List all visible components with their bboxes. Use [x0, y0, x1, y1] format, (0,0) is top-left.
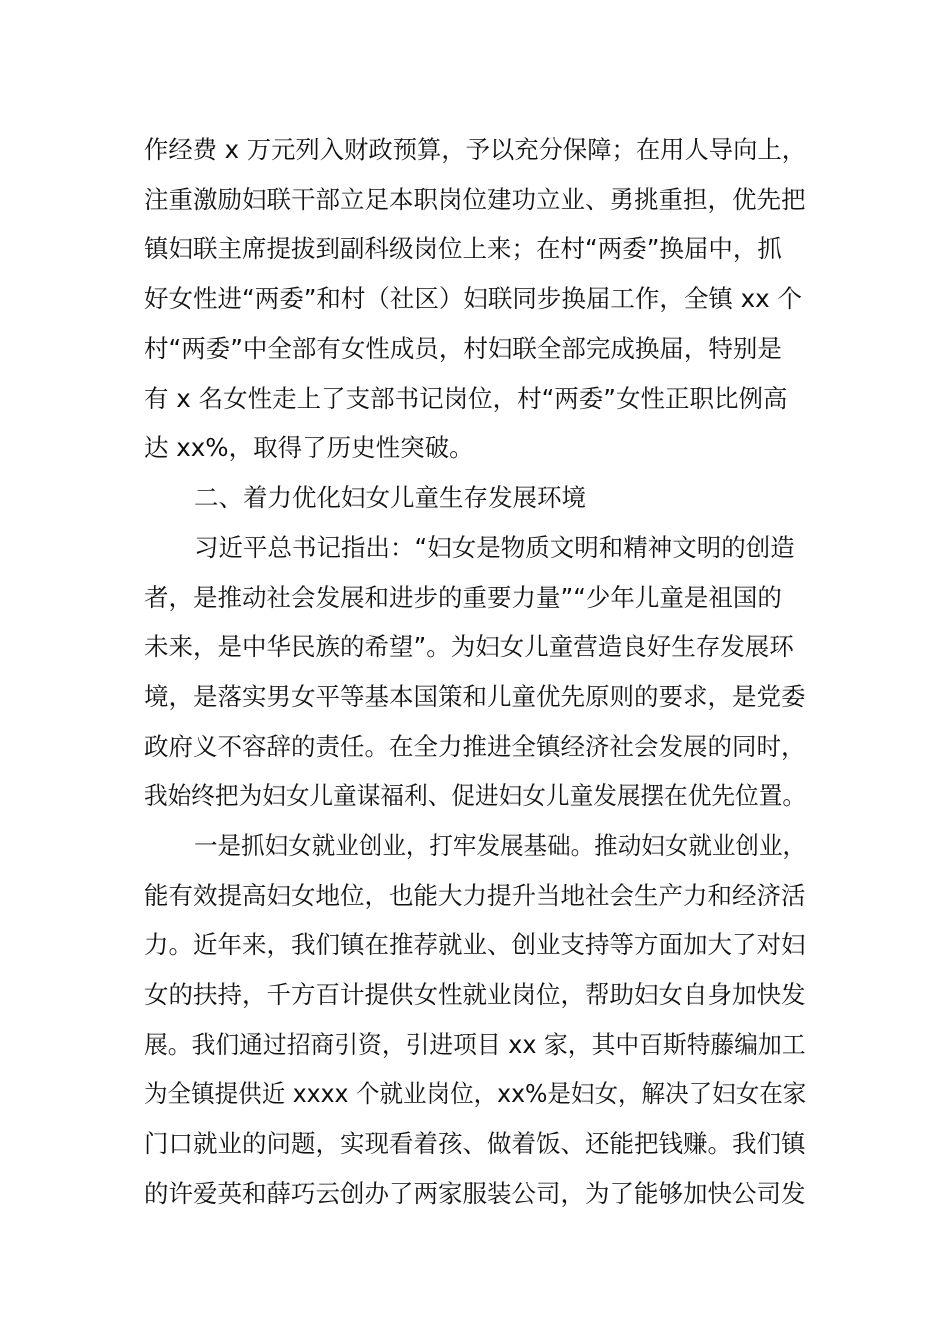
text-line: 注重激励妇联干部立足本职岗位建功立业、勇挑重担，优先把 [144, 185, 806, 214]
text-line: 力。近年来，我们镇在推荐就业、创业支持等方面加大了对妇 [144, 930, 806, 959]
text-line: 为全镇提供近 xxxx 个就业岗位，xx%是妇女，解决了妇女在家 [144, 1079, 807, 1108]
text-line: 有 x 名女性走上了支部书记岗位，村“两委”女性正职比例高 [144, 384, 788, 413]
text-line: 未来，是中华民族的希望”。为妇女儿童营造良好生存发展环 [144, 632, 794, 661]
text-line: 境，是落实男女平等基本国策和儿童优先原则的要求，是党委 [144, 682, 806, 711]
text-line: 门口就业的问题，实现看着孩、做着饭、还能把钱赚。我们镇 [144, 1129, 806, 1158]
text-line: 作经费 x 万元列入财政预算，予以充分保障；在用人导向上， [144, 135, 807, 164]
text-line: 达 xx%，取得了历史性突破。 [144, 433, 474, 462]
text-line: 我始终把为妇女儿童谋福利、促进妇女儿童发展摆在优先位置。 [144, 781, 806, 810]
text-line: 展。我们通过招商引资，引进项目 xx 家，其中百斯特藤编加工 [144, 1030, 806, 1059]
text-line: 女的扶持，千方百计提供女性就业岗位，帮助妇女自身加快发 [144, 980, 806, 1009]
text-line: 政府义不容辞的责任。在全力推进全镇经济社会发展的同时， [144, 732, 806, 761]
text-line: 能有效提高妇女地位，也能大力提升当地社会生产力和经济活 [144, 881, 806, 910]
text-line: 一是抓妇女就业创业，打牢发展基础。推动妇女就业创业， [194, 831, 807, 860]
text-line: 好女性进“两委”和村（社区）妇联同步换届工作，全镇 xx 个 [144, 284, 802, 313]
text-line: 村“两委”中全部有女性成员，村妇联全部完成换届，特别是 [144, 334, 782, 363]
text-line: 者，是推动社会发展和进步的重要力量”“少年儿童是祖国的 [144, 583, 782, 612]
text-line: 的许爱英和薛巧云创办了两家服装公司，为了能够加快公司发 [144, 1179, 806, 1208]
section-heading: 二、着力优化妇女儿童生存发展环境 [194, 483, 586, 512]
text-line: 镇妇联主席提拔到副科级岗位上来；在村“两委”换届中，抓 [144, 234, 782, 263]
text-line: 习近平总书记指出：“妇女是物质文明和精神文明的创造 [194, 533, 795, 562]
